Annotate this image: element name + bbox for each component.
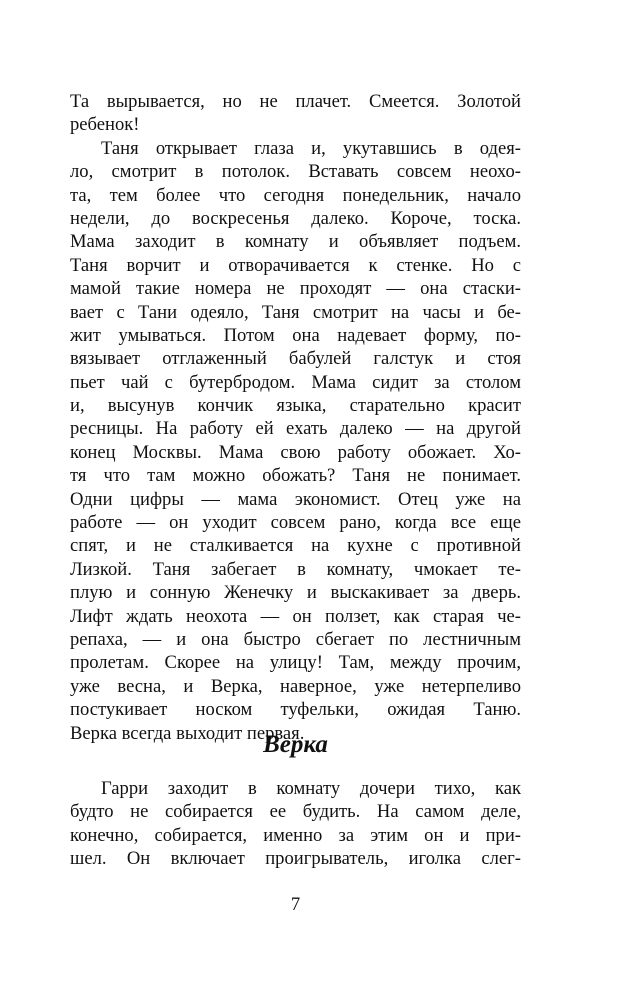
text-line: Таня открывает глаза и, укутавшись в одея- (101, 137, 521, 159)
text-line: та, тем более что сегодня понедельник, начало (70, 184, 521, 206)
text-line: вязывает отглаженный бабулей галстук и стоя (70, 348, 521, 370)
text-line: шел. Он включает проигрыватель, иголка слег- (70, 848, 521, 870)
text-line: постукивает носком туфельки, ожидая Таню. (70, 699, 521, 721)
text-line: репаха, — и она быстро сбегает по лестничным (70, 628, 521, 650)
text-line: конец Москвы. Мама свою работу обожает. Хо- (70, 441, 521, 463)
page-number: 7 (290, 894, 301, 915)
text-line: Одни цифры — мама экономист. Отец уже на (70, 488, 521, 510)
text-line: плую и сонную Женечку и выскакивает за дверь. (70, 582, 521, 604)
text-line: Лизкой. Таня забегает в комнату, чмокает те- (70, 558, 521, 580)
text-line: уже весна, и Верка, наверное, уже нетерпеливо (70, 675, 521, 697)
text-line: тя что там можно обожать? Таня не понимает. (70, 465, 521, 487)
text-line: Верка всегда выходит первая. (70, 722, 305, 744)
text-line: Лифт ждать неохота — он ползет, как старая че- (70, 605, 521, 627)
text-line: пьет чай с бутербродом. Мама сидит за столом (70, 371, 521, 393)
text-line: ребенок! (70, 114, 140, 136)
text-line: недели, до воскресенья далеко. Короче, тоска. (70, 207, 521, 229)
text-line: конечно, собирается, именно за этим он и при- (70, 824, 521, 846)
text-line: жит умываться. Потом она надевает форму, по- (70, 324, 521, 346)
text-line: ресницы. На работу ей ехать далеко — на другой (70, 418, 521, 440)
section-heading: Верка (263, 731, 328, 758)
text-line: будто не собирается ее будить. На самом деле, (70, 801, 521, 823)
text-line: ло, смотрит в потолок. Вставать совсем неохо- (70, 161, 521, 183)
text-line: Мама заходит в комнату и объявляет подъем. (70, 231, 521, 253)
body-text-lower (70, 777, 521, 871)
text-line: мамой такие номера не проходят — она стаски- (70, 278, 521, 300)
text-line: Та вырывается, но не плачет. Смеется. Золотой (70, 91, 521, 112)
text-line: спят, и не сталкивается на кухне с противной (70, 535, 521, 557)
text-line: вает с Тани одеяло, Таня смотрит на часы и бе- (70, 301, 521, 323)
text-line: пролетам. Скорее на улицу! Там, между прочим, (70, 652, 521, 674)
text-line: Таня ворчит и отворачивается к стенке. Но с (70, 254, 521, 276)
text-line: и, высунув кончик языка, старательно красит (70, 395, 521, 417)
text-line: Гарри заходит в комнату дочери тихо, как (101, 778, 521, 799)
body-text-upper (70, 90, 521, 745)
text-line: работе — он уходит совсем рано, когда все еще (70, 512, 521, 534)
